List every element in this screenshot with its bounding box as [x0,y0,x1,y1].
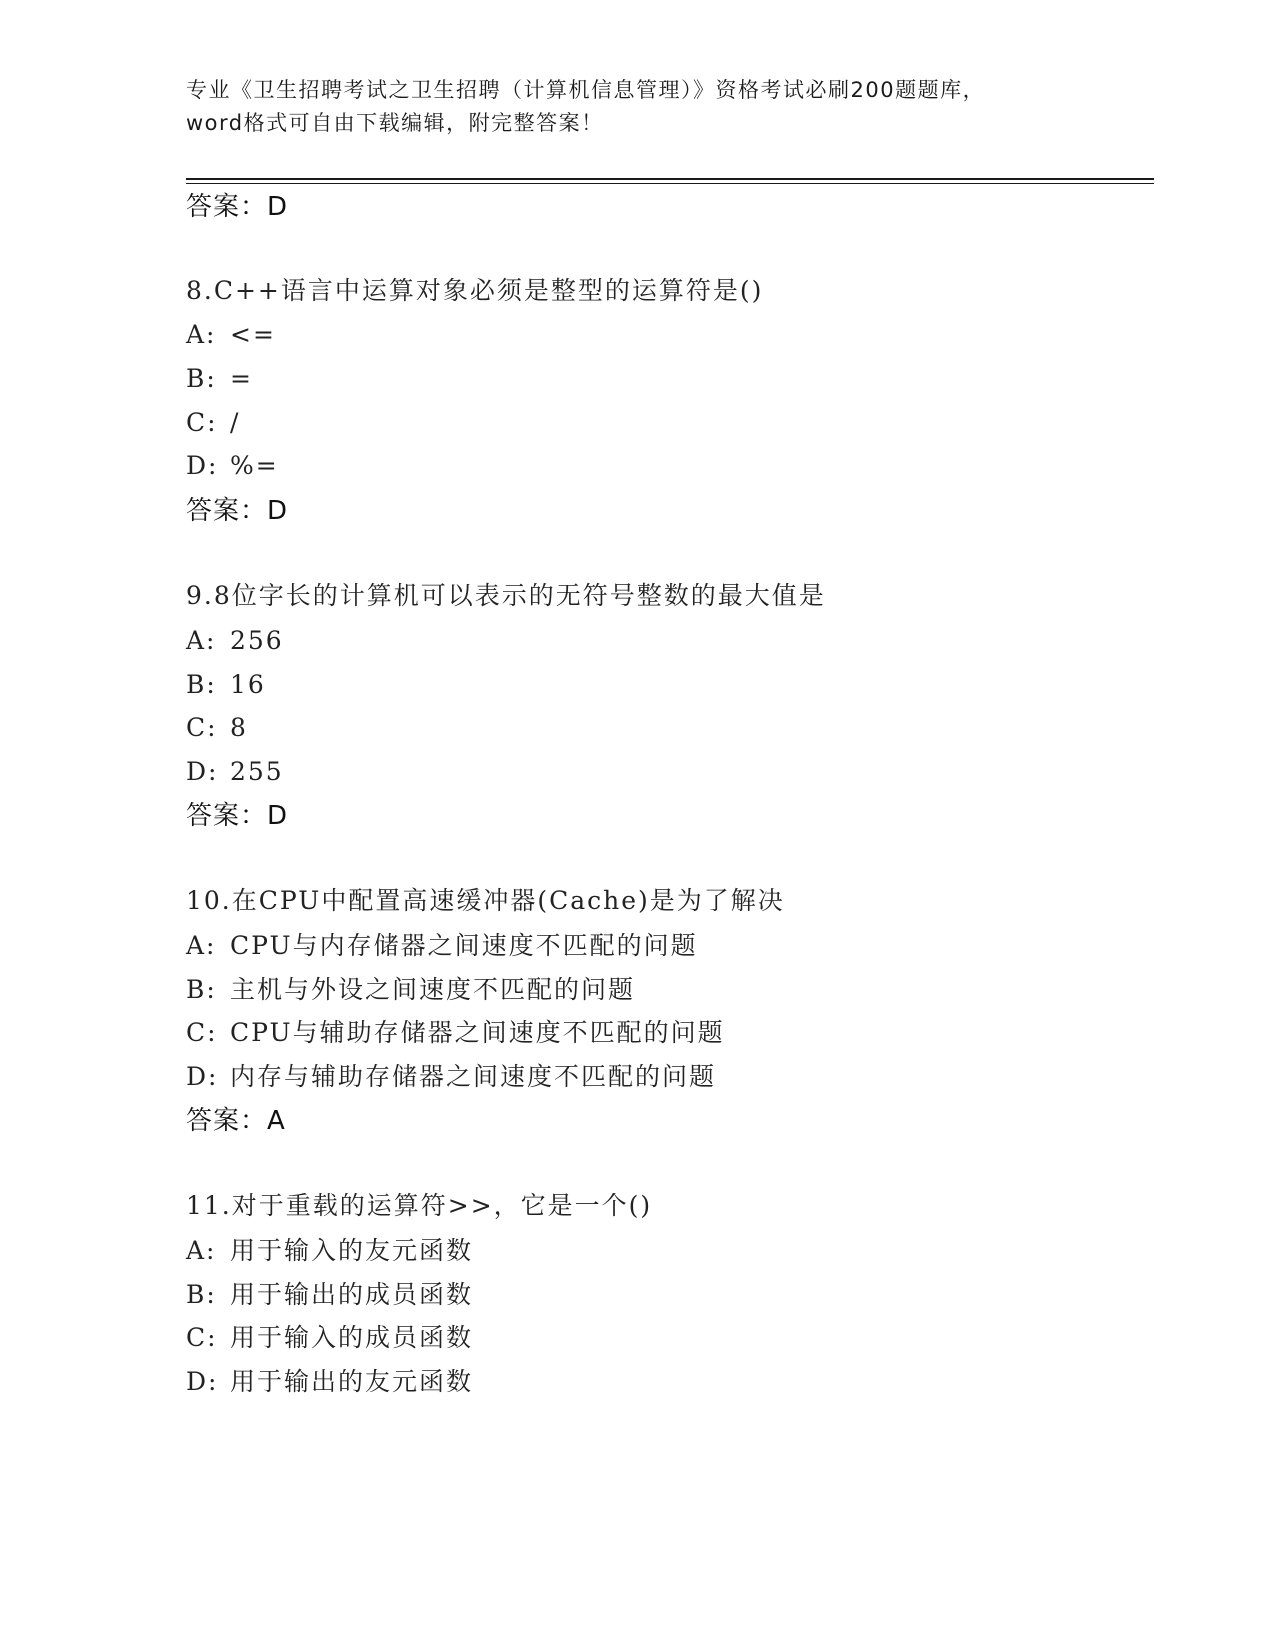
option-text: 255 [230,757,284,786]
option-letter: D: [186,1062,219,1091]
question-10-stem: 10.在CPU中配置高速缓冲器(Cache)是为了解决 [186,886,785,915]
question-8-stem: 8.C++语言中运算对象必须是整型的运算符是() [186,276,764,305]
option-letter: B: [186,670,217,699]
option-letter: D: [186,757,219,786]
previous-answer: 答案：D [186,192,289,222]
header-line-2: word格式可自由下载编辑，附完整答案！ [186,111,604,135]
option-letter: B: [186,975,217,1004]
question-8-option-a [186,320,276,350]
question-10-option-a [186,931,698,961]
question-10-answer: 答案：A [186,1106,286,1136]
option-text: 16 [230,670,266,699]
header-line-1: 专业《卫生招聘考试之卫生招聘（计算机信息管理）》资格考试必刷200题题库， [186,78,986,102]
option-letter: C: [186,1018,218,1047]
question-9-option-d [186,757,284,787]
option-text: 用于输出的友元函数 [230,1367,474,1396]
question-10-option-d [186,1062,716,1092]
option-letter: D: [186,451,219,480]
question-10-option-b [186,975,635,1005]
question-11-option-c [186,1323,473,1353]
question-9-option-a [186,626,284,656]
option-text: = [230,364,253,393]
question-11-option-d [186,1367,473,1397]
option-text: 用于输入的成员函数 [230,1323,474,1352]
option-letter: A: [186,626,217,655]
option-letter: B: [186,1280,217,1309]
option-letter: C: [186,408,218,437]
option-text: 用于输入的友元函数 [230,1236,474,1265]
question-11-stem: 11.对于重载的运算符>>，它是一个() [186,1191,653,1220]
option-text: CPU与内存储器之间速度不匹配的问题 [230,931,698,960]
option-text: / [230,408,241,437]
option-text: <= [230,320,276,349]
document-header [186,74,1086,140]
question-9-answer: 答案：D [186,801,289,831]
option-text: 8 [230,713,248,742]
header-divider-thin [186,183,1154,184]
question-9-stem: 9.8位字长的计算机可以表示的无符号整数的最大值是 [186,581,826,610]
header-divider-thick [186,178,1154,180]
option-letter: B: [186,364,217,393]
option-text: CPU与辅助存储器之间速度不匹配的问题 [230,1018,725,1047]
option-letter: C: [186,1323,218,1352]
question-11-option-b [186,1280,473,1310]
option-text: 256 [230,626,284,655]
question-9-option-b [186,670,266,700]
question-8-option-b [186,364,253,394]
option-letter: A: [186,320,217,349]
question-8-option-d [186,451,279,481]
option-text: 主机与外设之间速度不匹配的问题 [230,975,636,1004]
question-11-option-a [186,1236,473,1266]
option-letter: A: [186,931,217,960]
option-letter: C: [186,713,218,742]
option-letter: D: [186,1367,219,1396]
question-10-option-c [186,1018,725,1048]
option-text: 用于输出的成员函数 [230,1280,474,1309]
option-text: 内存与辅助存储器之间速度不匹配的问题 [230,1062,717,1091]
question-9-option-c [186,713,248,743]
option-letter: A: [186,1236,217,1265]
question-8-option-c [186,408,240,438]
question-8-answer: 答案：D [186,496,289,526]
option-text: %= [230,451,279,480]
